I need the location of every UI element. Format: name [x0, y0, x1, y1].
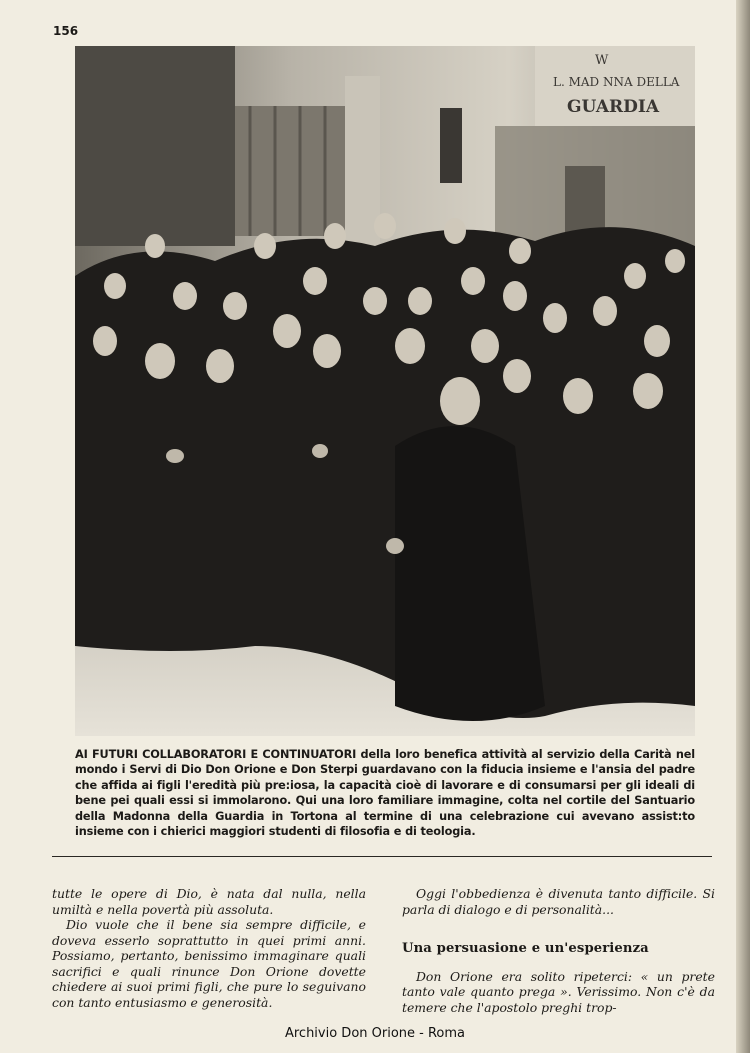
sign-text-line-3: GUARDIA [567, 97, 660, 117]
photo-illustration [75, 46, 695, 736]
archive-footer: Archivio Don Orione - Roma [284, 1026, 466, 1041]
right-column [402, 886, 715, 1015]
horizontal-rule [52, 856, 712, 857]
left-paragraph-1: tutte le opere di Dio, è nata dal nulla, nella umiltà e nella povertà più assoluta. [52, 886, 366, 917]
caption-lead: AI FUTURI COLLABORATORI E CONTINUATORI [75, 748, 357, 761]
dark-building [75, 46, 235, 246]
sign-text-line-1: W [595, 53, 609, 68]
section-heading: Una persuasione e un'esperienza [402, 941, 649, 956]
left-column [52, 886, 366, 1010]
photo-caption [75, 747, 695, 839]
page-edge-shadow [736, 0, 750, 1053]
right-paragraph-1: Oggi l'obbedienza è divenuta tanto difficile. Si parla di dialogo e di personalità... [402, 886, 715, 917]
caption-body: della loro benefica attività al servizio della Carità nel mondo i Servi di Dio Don Orione e Don Sterpi guardavano con la fiducia insieme e l'ansia del padre che affida ai figli l'eredità più pre:iosa, la capacità cioè di lavorare e di consumarsi per gli ideali di bene pei quali essi si immolarono. Qui una loro familiare immagine, colta nel cortile del Santuario della Madonna della Guardia in Tortona al termine di una celebrazione cui avevano assist:to insieme con i chierici maggiori studenti di filosofia e di teologia. [75, 748, 695, 839]
sign-text-line-2: L. MAD NNA DELLA [553, 75, 680, 89]
stone-pillar [345, 76, 380, 246]
window [440, 108, 462, 183]
page-number: 156 [53, 24, 79, 38]
right-paragraph-2: Don Orione era solito ripeterci: « un prete tanto vale quanto prega ». Verissimo. Non c'è da temere che l'apostolo preghi trop- [402, 968, 715, 1015]
group-photograph [75, 46, 695, 736]
left-paragraph-2: Dio vuole che il bene sia sempre difficile, e doveva esserlo soprattutto in quei primi anni. Possiamo, pertanto, benissimo immaginare quali sacrifici e quali rinunce Don Orione dovette chiedere ai suoi primi figli, che pure lo seguivano con tanto entusiasmo e generosità. [52, 917, 366, 1010]
